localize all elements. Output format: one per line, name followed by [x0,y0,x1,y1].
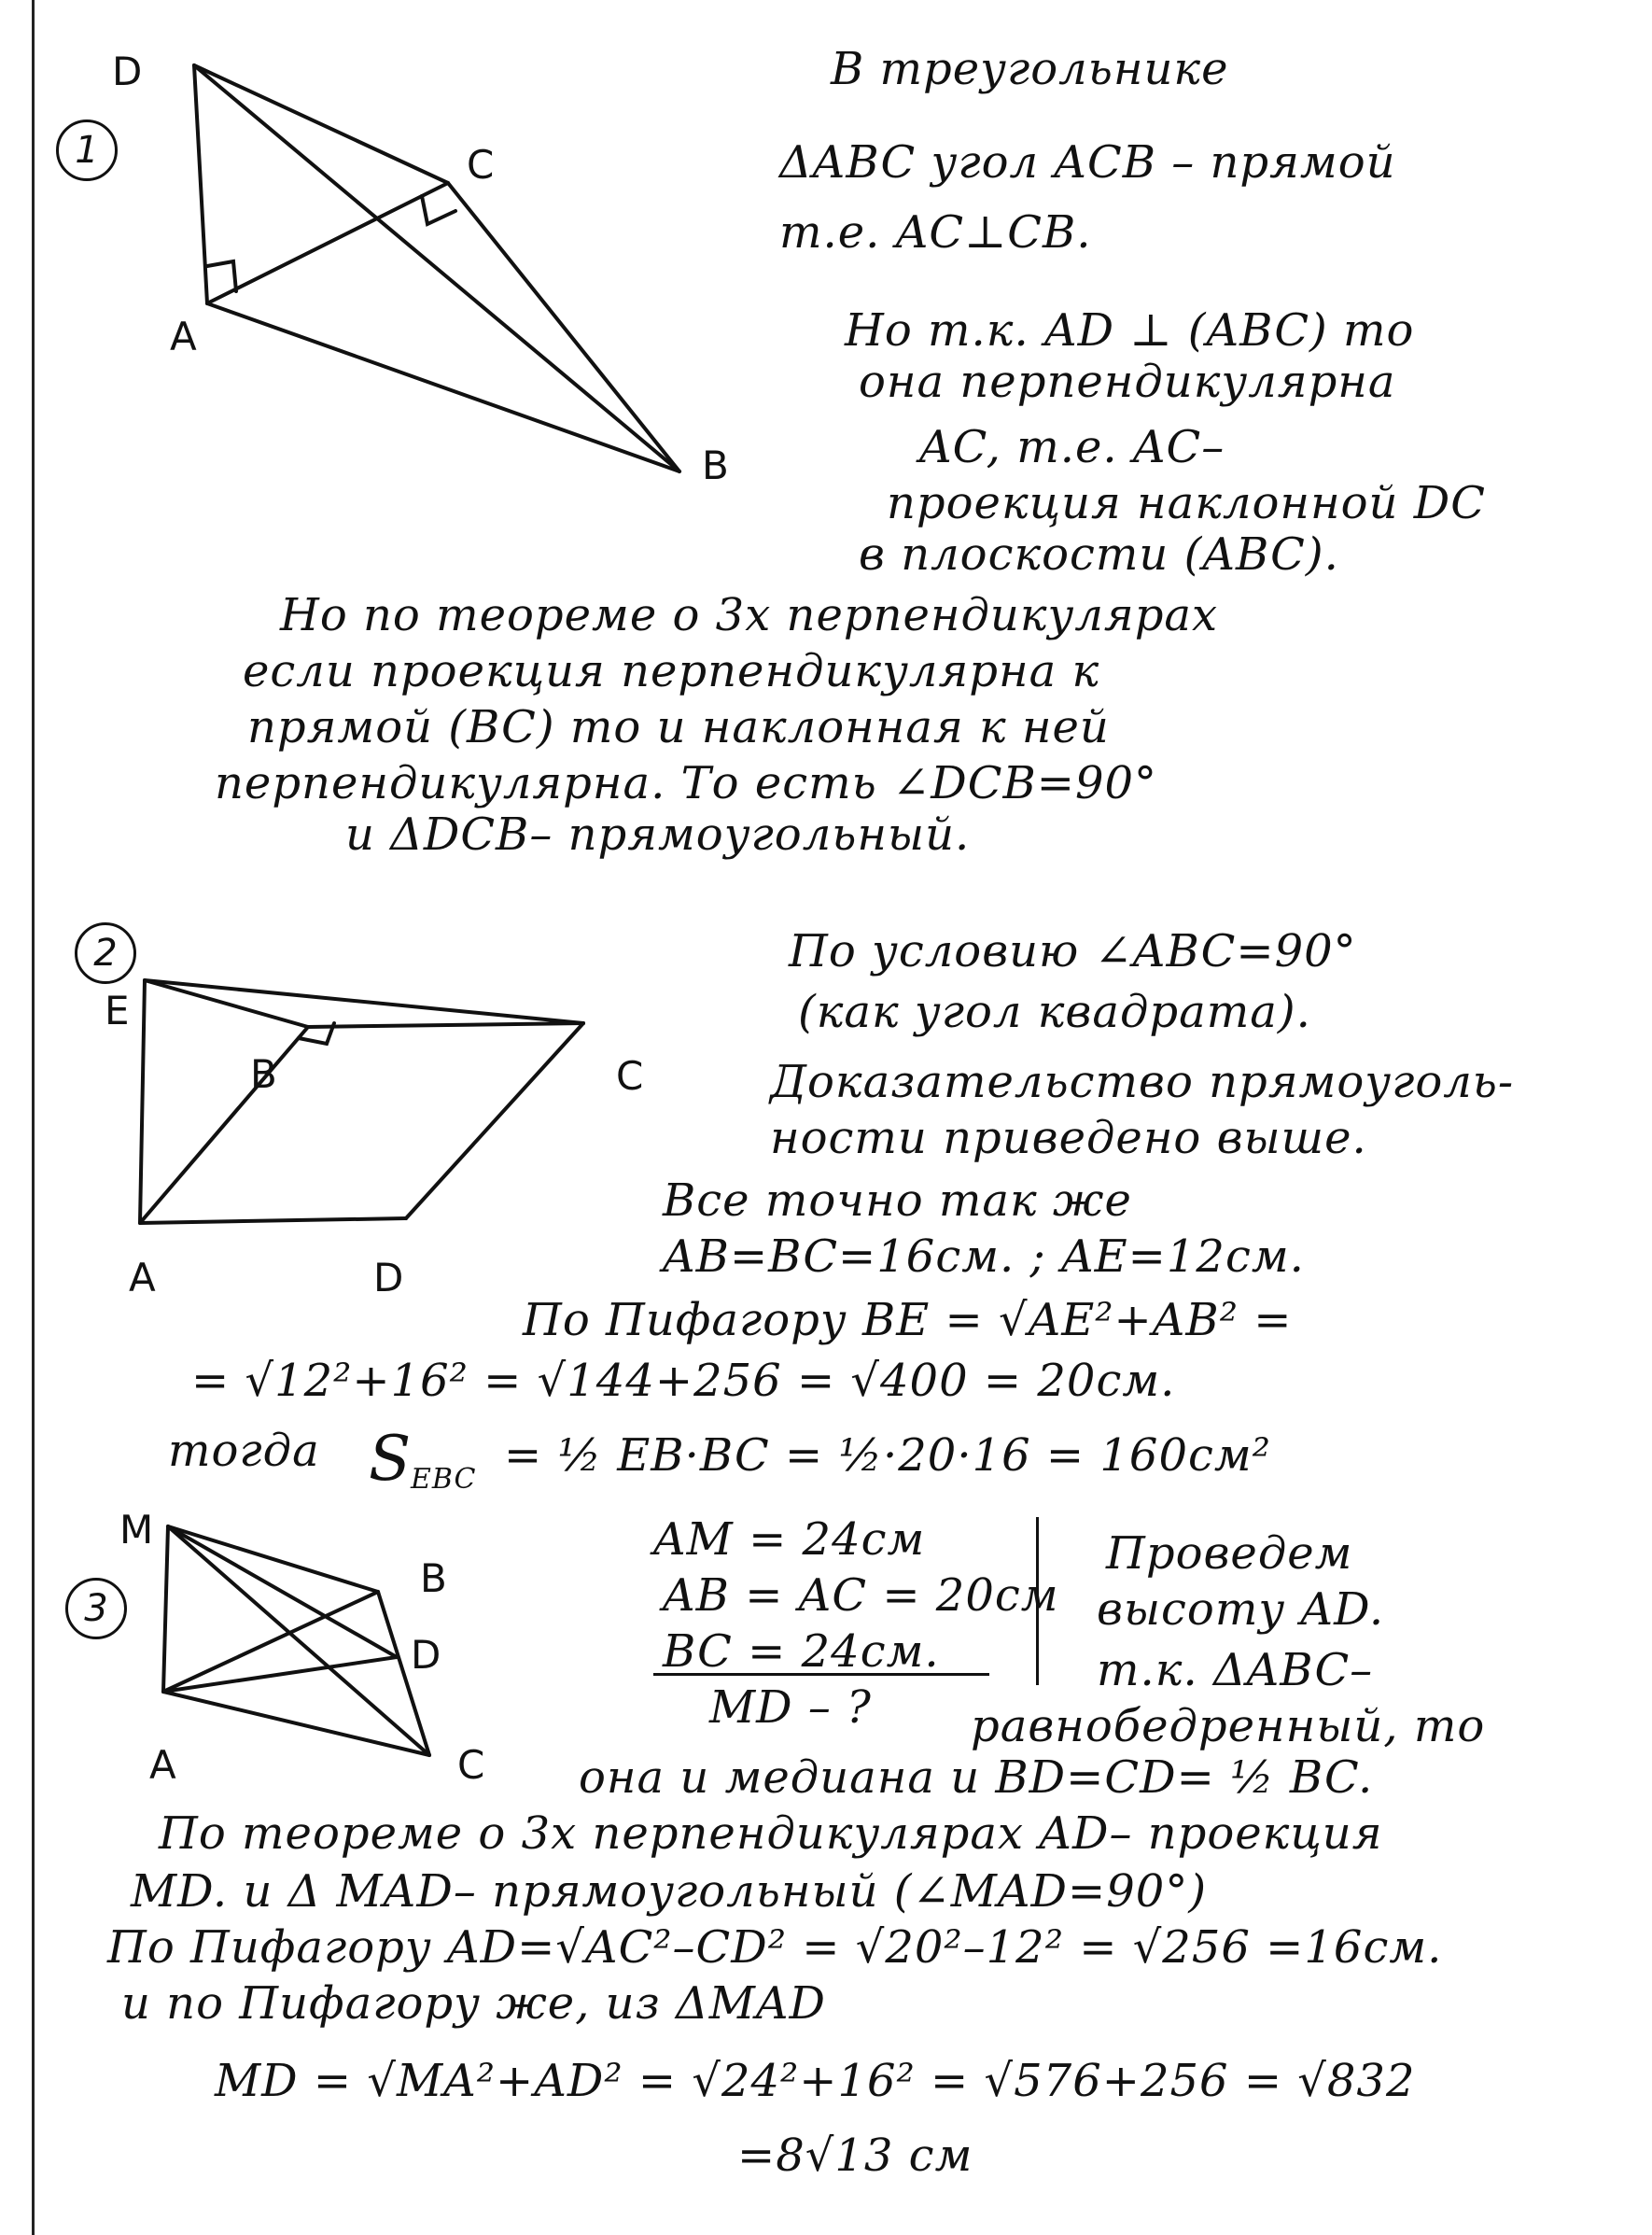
s2-line-10: = ½ EB·BC = ½·20·16 = 160см² [504,1429,1271,1482]
vertex-label-c: C [467,142,495,188]
s1-line-9: Но по теореме о 3х перпендикулярах [280,589,1219,641]
vertex-label-b: B [702,443,729,488]
s1-line-10: если проекция перпендикулярна к [243,645,1100,697]
s2-line-7: По Пифагору BE = √AE²+AB² = [523,1294,1293,1346]
s2-line-5: Все точно так же [663,1174,1132,1227]
vertex-label-a2: A [129,1255,156,1300]
s3-line-6: и по Пифагору же, из ΔMAD [121,1977,826,2030]
s3-line-8: =8√13 см [737,2130,973,2182]
s1-line-3: т.е. AC⊥CB. [779,206,1092,259]
s2-line-6: AB=BC=16см. ; AE=12см. [663,1230,1305,1283]
s3-line-7: MD = √MA²+AD² = √24²+16² = √576+256 = √832 [215,2055,1416,2107]
s2-line-3: Доказательство прямоуголь- [770,1056,1515,1108]
s3-line-5: По Пифагору AD=√AC²–CD² = √20²–12² = √256 =16см. [107,1921,1443,1974]
vertex-label-b3: B [420,1555,447,1601]
s2-line-1: По условию ∠ABC=90° [789,925,1357,977]
s3-note-2: высоту AD. [1097,1583,1385,1636]
s3-line-3: По теореме о 3х перпендикулярах AD– проекция [159,1807,1383,1860]
problem-number-2: 2 [75,922,136,984]
s2-area-symbol: S [369,1423,413,1495]
s2-area-subscript: EBC [411,1463,477,1496]
s1-line-13: и ΔDCB– прямоугольный. [345,808,971,861]
vertex-label-d3: D [411,1632,441,1678]
s3-line-2: она и медиана и BD=CD= ½ BC. [579,1751,1374,1804]
s1-line-11: прямой (BC) то и наклонная к ней [247,701,1110,753]
vertex-label-a3: A [149,1742,176,1788]
vertex-label-m: M [119,1507,154,1553]
s3-given-1: AM = 24см [653,1513,926,1566]
s1-line-8: в плоскости (ABC). [859,528,1339,581]
problem-number-3: 3 [65,1578,127,1639]
problem-number-1: 1 [56,119,118,181]
given-bracket [1036,1517,1039,1685]
s2-line-8: = √12²+16² = √144+256 = √400 = 20см. [191,1355,1176,1407]
vertex-label-d: D [112,49,143,94]
vertex-label-a: A [170,314,197,359]
s3-line-4: MD. и Δ MAD– прямоугольный (∠MAD=90°) [131,1865,1208,1918]
s2-line-9: тогда [168,1425,320,1477]
s3-note-3: т.к. ΔABC– [1097,1644,1374,1696]
s1-line-7: проекция наклонной DC [887,477,1486,529]
s2-line-4: ности приведено выше. [770,1112,1367,1164]
vertex-label-d2: D [373,1255,404,1300]
s3-line-1: равнобедренный, то [971,1700,1486,1752]
vertex-label-c3: C [457,1742,485,1788]
vertex-label-b2: B [250,1051,277,1097]
vertex-label-c2: C [616,1053,644,1099]
s1-line-2: ΔABC угол ACB – прямой [779,136,1396,189]
s2-line-2: (как угол квадрата). [798,986,1311,1038]
vertex-label-e: E [105,988,130,1033]
s3-given-2: AB = AC = 20см [663,1569,1059,1622]
s1-line-12: перпендикулярна. То есть ∠DCB=90° [215,757,1158,809]
s3-given-4: MD – ? [709,1681,872,1734]
s1-line-4: Но т.к. AD ⊥ (ABC) то [845,304,1415,357]
given-underline [653,1673,989,1676]
s3-given-3: BC = 24см. [663,1625,940,1678]
s1-line-6: AC, т.е. AC– [919,421,1225,473]
s1-line-5: она перпендикулярна [859,356,1396,408]
s1-line-1: В треугольнике [831,43,1229,95]
figure-3-pyramid [0,0,747,1820]
s3-note-1: Проведем [1106,1527,1353,1580]
